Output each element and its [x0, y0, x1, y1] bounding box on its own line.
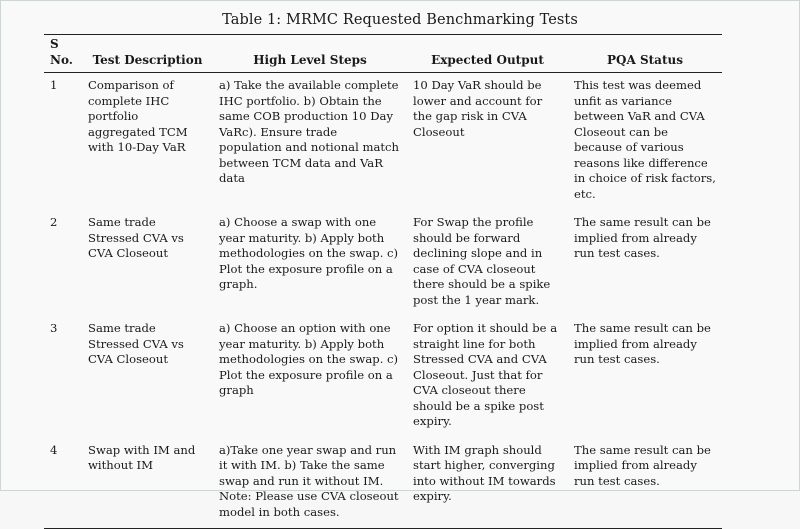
- row-expected: For option it should be a straight line for both Stressed CVA and CVA Closeout. Just that for CVA closeout there should be a spike post expiry.: [413, 321, 558, 428]
- row-description: Same trade Stressed CVA vs CVA Closeout: [88, 321, 184, 366]
- row-description: Swap with IM and without IM: [88, 442, 196, 472]
- row-steps: a) Choose an option with one year maturity. b) Apply both methodologies on the swap. c) Plot the exposure profile on a graph: [219, 321, 399, 397]
- row-description: Comparison of complete IHC portfolio aggregated TCM with 10-Day VaR: [88, 78, 188, 154]
- row-expected: With IM graph should start higher, converging into without IM towards expiry.: [413, 442, 556, 503]
- row-status: The same result can be implied from already run test cases.: [574, 442, 711, 488]
- row-status: The same result can be implied from already run test cases.: [574, 321, 711, 366]
- table-row: [44, 316, 722, 438]
- header-pqa-status: PQA Status: [607, 52, 683, 67]
- table-caption: Table 1: MRMC Requested Benchmarking Tests: [222, 12, 578, 28]
- table-row: [44, 73, 722, 211]
- header-test-description: Test Description: [92, 52, 203, 67]
- row-number: 3: [50, 321, 58, 335]
- row-expected: For Swap the profile should be forward declining slope and in case of CVA closeout there should be a spike post the 1 year mark.: [413, 215, 551, 307]
- row-expected: 10 Day VaR should be lower and account for the gap risk in CVA Closeout: [413, 78, 543, 139]
- row-number: 1: [50, 78, 58, 92]
- table-row: [44, 210, 722, 316]
- row-status: This test was deemed unfit as variance between VaR and CVA Closeout can be because of various reasons like difference in choice of risk factors, etc.: [574, 78, 716, 201]
- row-steps: a) Choose a swap with one year maturity. b) Apply both methodologies on the swap. c) Plot the exposure profile on a graph.: [219, 215, 399, 291]
- row-number: 4: [50, 442, 58, 457]
- header-sno-line2: No.: [50, 52, 73, 67]
- row-status: The same result can be implied from already run test cases.: [574, 215, 711, 260]
- header-sno: [44, 35, 82, 73]
- row-steps: a) Take the available complete IHC portfolio. b) Obtain the same COB production 10 Day VaRc). Ensure trade population and notional match between TCM data and VaR data: [219, 78, 399, 185]
- table-row: [44, 438, 722, 529]
- header-high-level-steps: High Level Steps: [253, 52, 367, 67]
- row-steps: a)Take one year swap and run it with IM. b) Take the same swap and run it without IM. Note: Please use CVA closeout model in both cases.: [219, 442, 399, 519]
- benchmarking-tests-table: [44, 34, 722, 529]
- row-number: 2: [50, 215, 58, 229]
- header-sno-line1: S: [50, 37, 59, 51]
- row-description: Same trade Stressed CVA vs CVA Closeout: [88, 215, 184, 260]
- header-expected-output: Expected Output: [431, 52, 544, 67]
